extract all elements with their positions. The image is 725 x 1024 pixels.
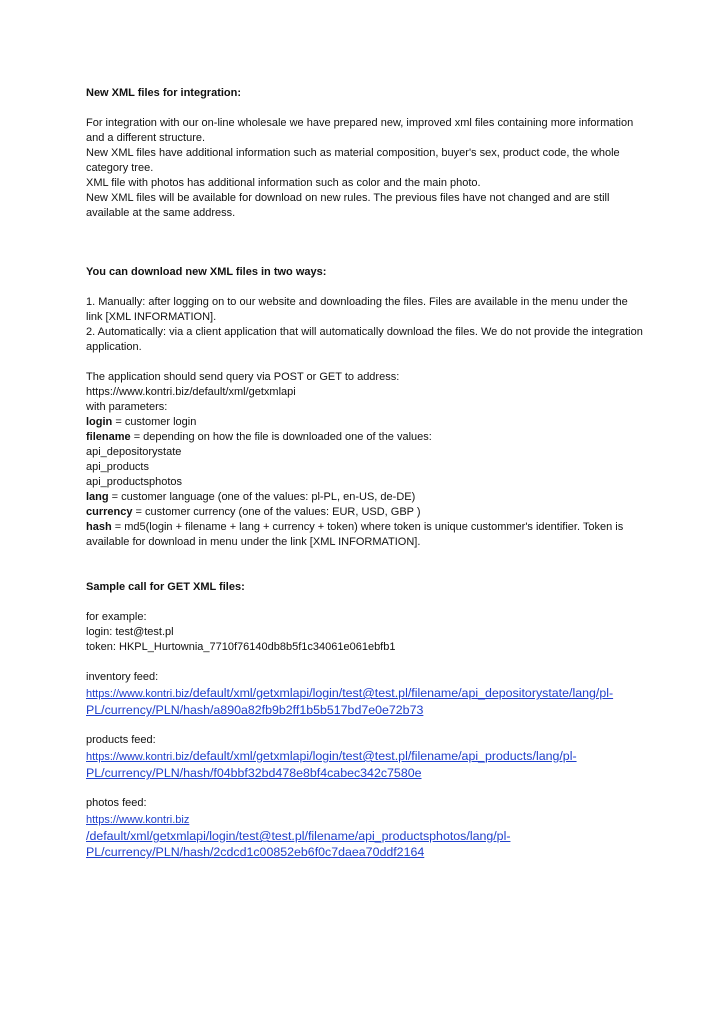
param-key: currency [86, 506, 133, 518]
query-intro: The application should send query via POST or GET to address: [86, 371, 400, 383]
param-key: hash [86, 521, 112, 533]
link-host: https://www.kontri.biz [86, 751, 190, 763]
param-lang [86, 490, 646, 505]
param-key: filename [86, 431, 131, 443]
param-desc: = md5(login + filename + lang + currency + token) where token is unique custommer's identifier. Token is available for download in menu under the link [XML INFORMATION]. [86, 521, 624, 548]
section1-heading: New XML files for integration: [86, 87, 242, 99]
example-label: for example: [86, 611, 147, 623]
link-host: https://www.kontri.biz [86, 814, 190, 826]
with-parameters-label: with parameters: [86, 401, 168, 413]
example-token: token: HKPL_Hurtownia_7710f76140db8b5f1c34061e061ebfb1 [86, 641, 396, 653]
param-desc: = customer language (one of the values: pl-PL, en-US, de-DE) [108, 491, 416, 503]
photos-feed-link-block [86, 811, 646, 860]
download-method-item: 1. Manually: after logging on to our website and downloading the files. Files are available in the menu under the link [XML INFORMATION]. [86, 296, 628, 323]
products-feed-link-block [86, 748, 646, 781]
link-host: https://www.kontri.biz [86, 688, 190, 700]
section3-heading: Sample call for GET XML files: [86, 581, 245, 593]
param-filename [86, 430, 646, 445]
param-currency [86, 505, 646, 520]
api-address: https://www.kontri.biz/default/xml/getxmlapi [86, 386, 296, 398]
inventory-feed-label: inventory feed: [86, 671, 159, 683]
param-key: lang [86, 491, 109, 503]
section2-heading: You can download new XML files in two ways: [86, 266, 327, 278]
param-login [86, 415, 646, 430]
intro-line: XML file with photos has additional information such as color and the main photo. [86, 177, 481, 189]
intro-line: For integration with our on-line wholesale we have prepared new, improved xml files containing more information and a different structure. [86, 117, 634, 144]
photos-feed-link[interactable] [86, 812, 510, 859]
filename-value: api_productsphotos [86, 476, 183, 488]
link-path: /default/xml/getxmlapi/login/test@test.pl/filename/api_depositorystate/lang/pl-PL/currency/PLN/hash/a890a82fb9b2ff1b5b517bd7e0e72b73 [86, 686, 614, 717]
document-page [86, 86, 646, 860]
param-desc: = customer login [112, 416, 197, 428]
intro-line: New XML files will be available for download on new rules. The previous files have not changed and are still available at the same address. [86, 192, 610, 219]
intro-line: New XML files have additional information such as material composition, buyer's sex, product code, the whole category tree. [86, 147, 620, 174]
products-feed-label: products feed: [86, 734, 156, 746]
param-key: login [86, 416, 113, 428]
param-hash [86, 520, 646, 550]
download-method-item: 2. Automatically: via a client application that will automatically download the files. We do not provide the integration application. [86, 326, 643, 353]
photos-feed-label: photos feed: [86, 797, 147, 809]
param-desc: = depending on how the file is downloaded one of the values: [130, 431, 432, 443]
filename-value: api_depositorystate [86, 446, 182, 458]
filename-value: api_products [86, 461, 149, 473]
inventory-feed-link[interactable] [86, 686, 613, 717]
products-feed-link[interactable] [86, 749, 577, 780]
link-path: /default/xml/getxmlapi/login/test@test.pl/filename/api_products/lang/pl-PL/currency/PLN/hash/f04bbf32bd478e8bf4cabec342c7580e [86, 749, 577, 780]
param-desc: = customer currency (one of the values: EUR, USD, GBP ) [132, 506, 421, 518]
inventory-feed-link-block [86, 685, 646, 718]
example-login: login: test@test.pl [86, 626, 174, 638]
link-path: /default/xml/getxmlapi/login/test@test.pl/filename/api_productsphotos/lang/pl-PL/currency/PLN/hash/2cdcd1c00852eb6f0c7daea70ddf2164 [86, 829, 511, 859]
